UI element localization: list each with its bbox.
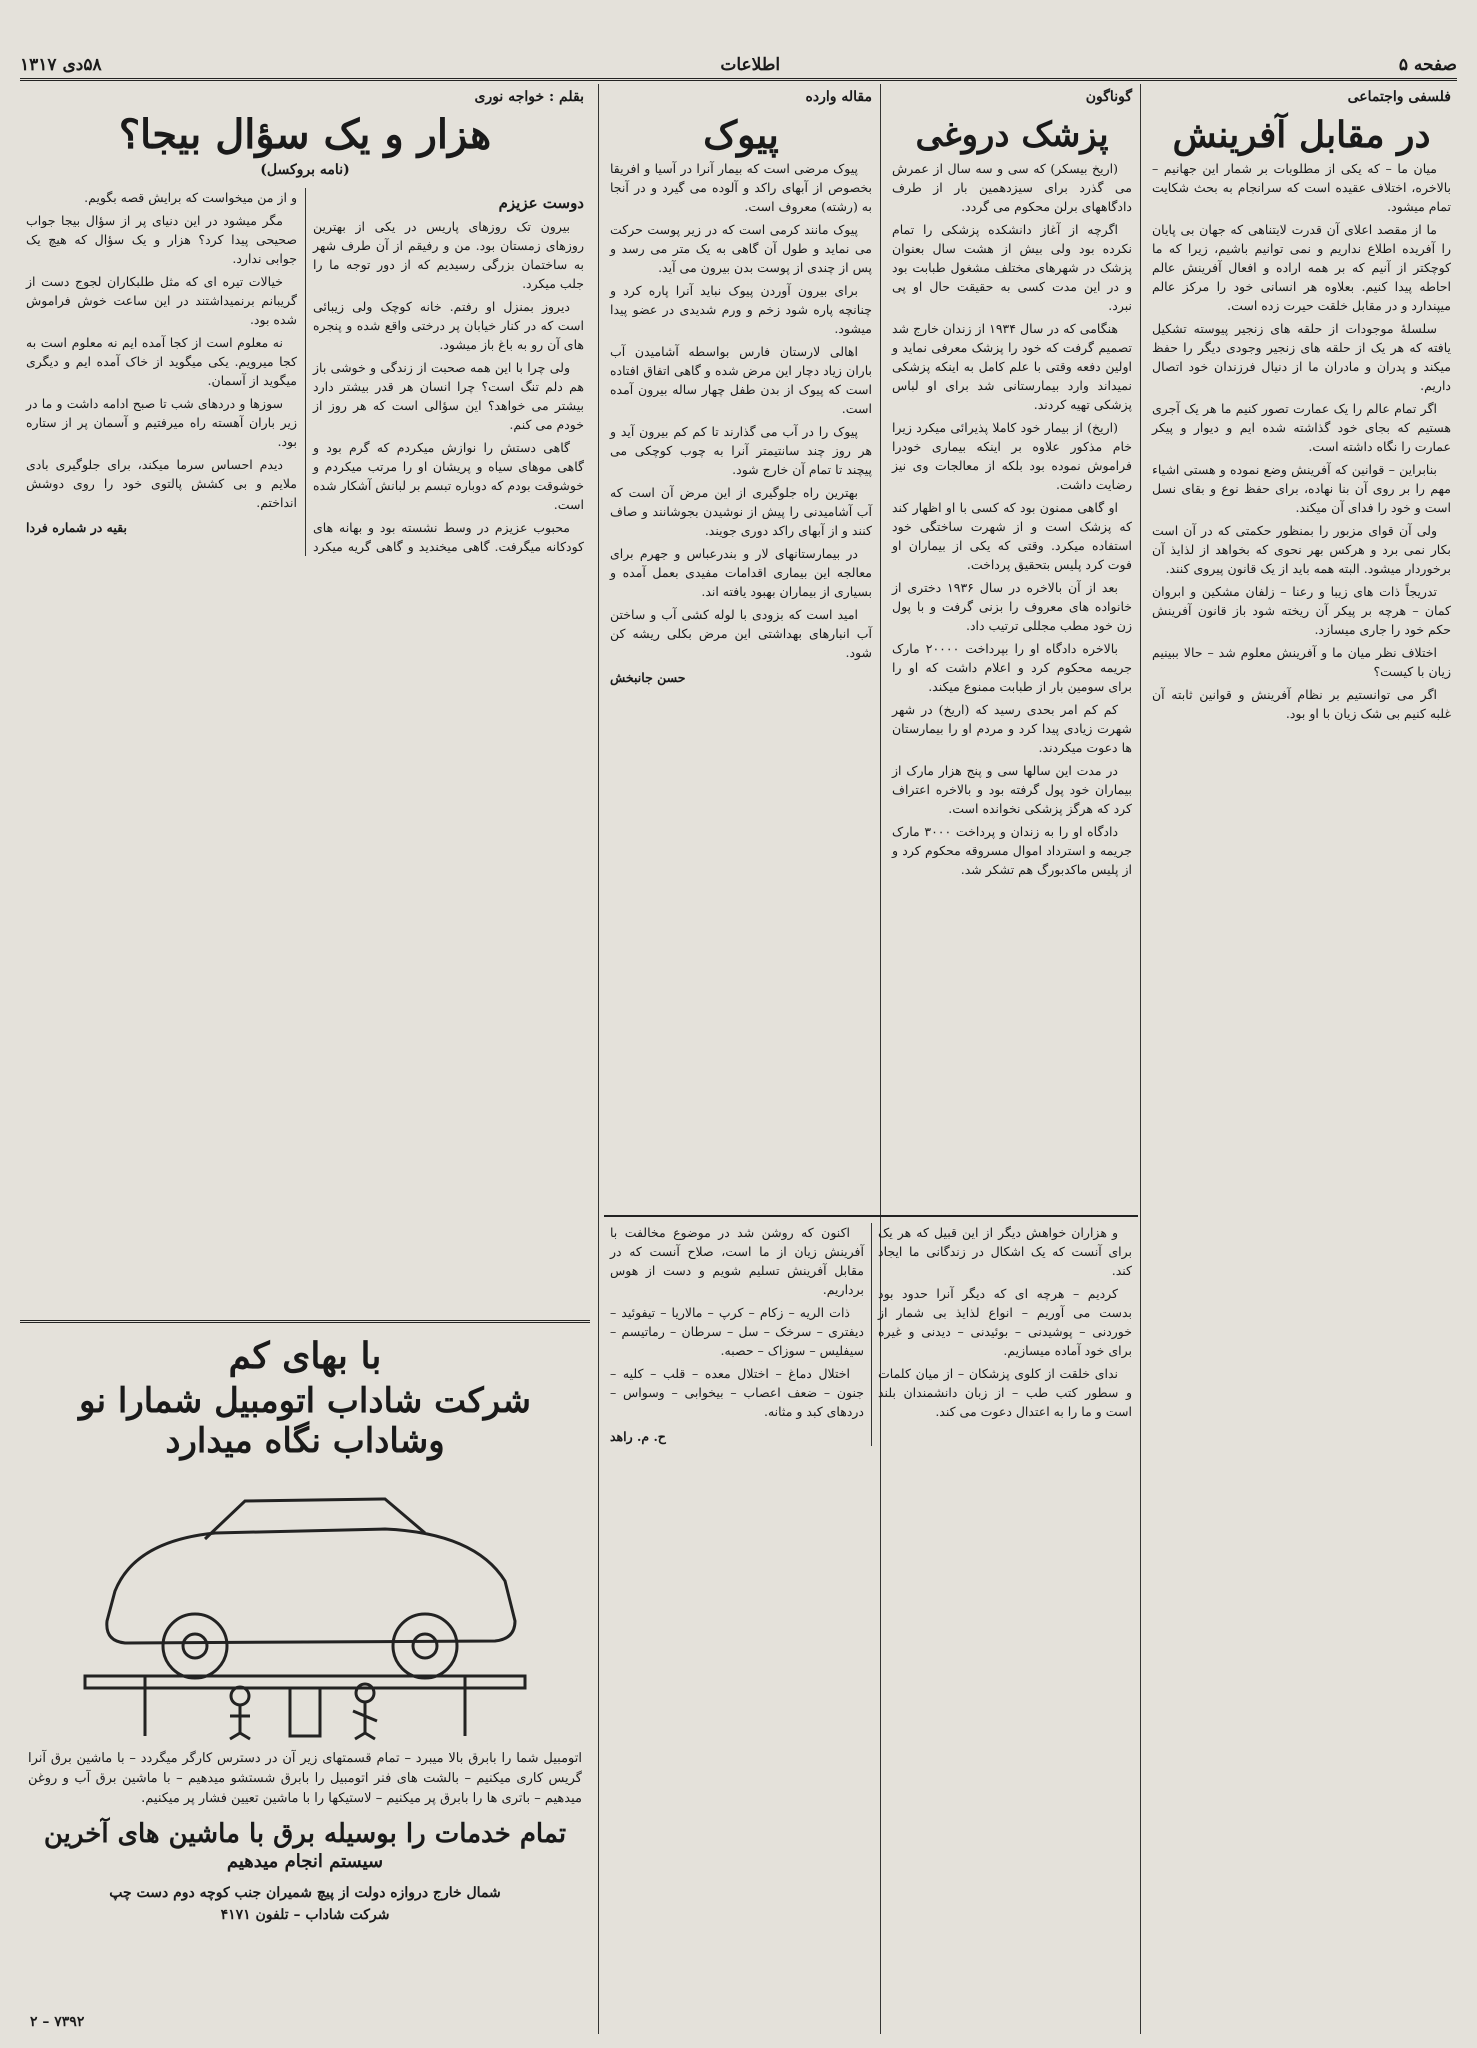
issue-date: ۵۸دی ۱۳۱۷ [20,55,102,75]
paragraph: اگر تمام عالم را یک عمارت تصور کنیم ما هر یک آجری هستیم که بجای خود گذاشته شده ایم و دیوار و پیکر عمارت را نگاه داشته است. [1152,401,1451,454]
paragraph: دادگاه او را به زندان و پرداخت ۳۰۰۰ مارک جریمه و استرداد اموال مسروقه محکوم کرد و از پلیس ماکدبورگ هم تشکر شد. [892,824,1132,877]
paragraph: نه معلوم است از کجا آمده ایم نه معلوم است به کجا میرویم. یکی میگوید از خاک آمده ایم و دیگری میگوید از آسمان. [26,335,297,388]
article-subheadline: (نامه بروکسل) [260,162,350,178]
ad-services-2: سیستم انجام میدهیم [226,1851,384,1872]
paragraph: بعد از آن بالاخره در سال ۱۹۳۶ دختری از خانواده های معروف را بزنی گرفت و با پول زن خود مطب مجللی ترتیب داد. [892,580,1132,633]
paragraph: اگر می توانستیم بر نظام آفرینش و قوانین ثابته آن غلبه کنیم بی شک زیان با او بود. [1152,687,1451,721]
ad-title: با بهای کم [228,1335,382,1377]
ad-address: شمال خارج دروازه دولت از پیچ شمیران جنب کوچه دوم دست چپ [109,1885,501,1901]
paragraph: بنابراین – قوانین که آفرینش وضع نموده و هستی اشیاء مهم را بر روی آن بنا نهاده، برای حفظ نوع و بقای نسل است و خود را فدای آن میکند. [1152,462,1451,515]
paragraph: مگر میشود در این دنیای پر از سؤال بیجا جواب صحیحی پیدا کرد؟ هزار و یک سؤال که هیچ یک جوابی ندارد. [26,213,297,266]
page-number: صفحه ۵ [1398,55,1457,75]
ad-services: تمام خدمات را بوسیله برق با ماشین های آخرین [43,1819,567,1849]
paragraph: محبوب عزیزم در وسط نشسته بود و بهانه های کودکانه میگرفت. گاهی میخندید و گاهی گریه میکرد و از من میخواست که برایش قصه بگویم. [84,190,584,554]
paragraph: در بیمارستانهای لار و بندرعباس و جهرم برای معالجه این بیماری اقدامات مفیدی بعمل آمده و بسیاری از بیماران بهبود یافته اند. [610,546,872,599]
paragraph: برای بیرون آوردن پیوک نباید آنرا پاره کرد و چنانچه پاره شود زخم و ورم شدیدی در عضو پیدا میشود. [610,283,872,336]
ad-tagline: شرکت شاداب اتومبیل شمارا نو وشاداب نگاه میدارد [79,1381,531,1461]
paragraph: سلسلهٔ موجودات از حلقه های زنجیر پیوسته تشکیل یافته که هر یک از حلقه های زنجیر وجودی دیگر را حفظ میکند و پدران و مادران ما از دنیال فرزندان خود اتصال داریم. [1152,321,1451,393]
masthead [20,52,1457,81]
paragraph: سوزها و دردهای شب تا صبح ادامه داشت و ما در زیر باران آهسته راه میرفتیم و آسمان پر از ستاره بود. [26,396,297,449]
article-body [26,188,584,556]
ad-body: اتومبیل شما را بابرق بالا میبرد – تمام قسمتهای زیر آن در دسترس کارگر میگردد – با ماشین برق آنرا گریس کاری میکنیم – بالشت های فنر اتومبیل را بابرق شستشو میدهیم – با ماشین برق آب و روغن میدهیم – باتری ها را بابرق پر میکنیم – لاستیکها را با ماشین تعیین فشار پر میکنیم. [28,1751,582,1806]
paragraph: اهالی لارستان فارس بواسطه آشامیدن آب باران زیاد دچار این مرض شده و گاهی اتفاق افتاده است که پیوک از بدن طفل چهار ساله بیرون آمده است. [610,344,872,416]
paragraph: بهترین راه جلوگیری از این مرض آن است که آب آشامیدنی را پیش از نوشیدن بجوشانند و صاف کنند و از آبهای راکد دوری جویند. [610,485,872,538]
paragraph: بیرون تک روزهای پاریس در یکی از بهترین روزهای زمستان بود. من و رفیقم از آن طرف شهر به ساختمان بزرگی رسیدیم که از دور توجه ما را جلب میکرد. [313,219,584,291]
paragraph: ولی چرا با این همه صحبت از زندگی و خوشی باز هم دلم تنگ است؟ چرا انسان هر قدر بیشتر دارد بیشتر می خواهد؟ این سؤالی است که هر روز از خودم می کنم. [313,360,584,432]
ad-code: ۲ – ۷۳۹۲ [30,2014,85,2030]
paragraph: پیوک مانند کرمی است که در زیر پوست حرکت می نماید و طول آن گاهی به یک متر می رسد و پس از چندی از پوست بدن بیرون می آید. [610,222,872,275]
paragraph: امید است که بزودی با لوله کشی آب و ساختن آب انبارهای بهداشتی این مرض بکلی ریشه کن شود. [610,607,872,660]
article-headline: در مقابل آفرینش [1172,114,1431,156]
paragraph: بالاخره دادگاه او را بپرداخت ۲۰۰۰۰ مارک جریمه محکوم کرد و اعلام داشت که او را برای سومین بار از طبابت ممنوع میکند. [892,641,1132,694]
paragraph: هنگامی که در سال ۱۹۳۴ از زندان خارج شد تصمیم گرفت که خود را پزشک معرفی نماید و اولین دفعه وقتی با علم کامل به اینکه پزشکی نمیداند وارد بیمارستانی شد برای او لباس پزشکی تهیه کردند. [892,321,1132,412]
paragraph: ولی آن قوای مزبور را بمنظور حکمتی که در آن است بکار نمی برد و هرکس بهر نحوی که بخواهد از لذایذ آن برخوردار میشود. البته همه باید از یک قانون پیروی کنند. [1152,523,1451,576]
paragraph: (اریخ) از بیمار خود کاملا پذیرائی میکرد زیرا خام مذکور علاوه بر اینکه بیماری خودرا فراموش نموده بود بلکه از معالجات وی نیز رضایت داشت. [892,420,1132,492]
salutation: دوست عزیزم [498,194,584,212]
article-kicker: مقاله وارده [805,89,872,105]
article-byline: بقلم : خواجه نوری [474,89,584,105]
column-rule [1140,84,1141,2034]
paragraph: اختلاف نظر میان ما و آفرینش معلوم شد – حالا ببینیم زیان با کیست؟ [1152,645,1451,679]
paragraph: میان ما – که یکی از مطلوبات بر شمار این جهانیم – بالاخره، اختلاف عقیده است که سرانجام به بحث شکایت تمام میشود. [1152,161,1451,214]
author-signature: حسن جانبخش [610,670,686,685]
paragraph: ندای خلقت از کلوی پزشکان – از میان کلمات و سطور کتب طب – از زبان دانشمندان بلند است و ما را به اعتدال دعوت می کند. [878,1366,1132,1419]
paragraph: او گاهی ممنون بود که کسی با او اظهار کند که پزشک است و از شهرت ساختگی خود استفاده میکرد. وقتی که یکی از بیماران او فوت کرد پلیس بتحقیق پرداخت. [892,500,1132,572]
advertisement-shadab [20,1320,590,2030]
paragraph: خیالات تیره ای که مثل طلبکاران لجوج دست از گریبانم برنمیداشتند در این ساعت خوش فراموش شده بود. [26,274,297,327]
article-kicker: گوناگون [1085,89,1132,105]
paragraph: پیوک را در آب می گذارند تا کم کم بیرون آید و هر روز چند سانتیمتر آنرا به چوب کوچکی می پیچند تا تمام آن خارج شود. [610,424,872,477]
article-pivok [604,88,878,1208]
paragraph: پیوک مرضی است که بیمار آنرا در آسیا و افریقا بخصوص از آبهای راکد و آلوده می گیرد و در آنجا به (رشته) معروف است. [610,161,872,214]
car-lift-illustration [45,1471,565,1741]
paragraph: دیدم احساس سرما میکند، برای جلوگیری بادی ملایم و بی کشش پالتوی خود را روی دوشش انداختم. [26,457,297,510]
paragraph: ما از مقصد اعلای آن قدرت لایتناهی که جهان بی پایان را آفریده اطلاع نداریم و نمی توانیم باشیم، زیرا که ما کوچکتر از آنیم که بر همه اراده و افعال آفرینش عالم احاطه پیدا کنیم. بعلاوه هر انسانی خود را مرکز عالم میپندارد و در مقابل خلقت حیرت زده است. [1152,222,1451,313]
article-body [892,159,1132,879]
paragraph: کردیم – هرچه ای که دیگر آنرا حدود بود بدست می آوریم – انواع لذایذ بی شمار از خوردنی – پوشیدنی – بوئیدنی – دیدنی و غیره برای خود آماده میسازیم. [878,1286,1132,1358]
column-rule [598,84,599,2034]
article-body [610,159,872,687]
paragraph: ذات الریه – زکام – کرپ – مالاریا – تیفوئید – دیفتری – سرخک – سل – سرطان – رماتیسم – سیفلیس – سوزاک – حصبه. [610,1305,864,1358]
article-headline: پیوک [703,112,779,157]
paragraph: (اریخ بیسکر) که سی و سه سال از عمرش می گذرد برای سیزدهمین بار از طرف دادگاههای برلن محکوم می گردد. [892,161,1132,214]
paragraph: اگرچه از آغاز دانشکده پزشکی را تمام نکرده بود ولی بیش از هشت سال بعنوان پزشک در شهرهای مختلف مشغول طبابت بود و در این مدت کسی به حقیقت حال او پی نبرد. [892,222,1132,313]
article-creation-continued [604,1215,1138,2025]
ad-company-phone: شرکت شاداب – تلفون ۴۱۷۱ [220,1907,390,1923]
paragraph: تدریجاً ذات های زیبا و رعنا – زلفان مشکین و ابروان کمان – هرچه بر پیکر آن ریخته شود باز قانون آفرینش حکم خود را جاری میسازد. [1152,584,1451,637]
article-kicker: فلسفی واجتماعی [1347,89,1451,105]
paragraph: در مدت این سالها سی و پنج هزار مارک از بیماران خود پول گرفته بود و بالاخره اعتراف کرد که هرگز پزشکی نخوانده است. [892,763,1132,816]
paragraph: دیروز بمنزل او رفتم. خانه کوچک ولی زیبائی است که در کنار خیابان پر درختی واقع شده و پنجره های آن رو به باغ باز میشود. [313,299,584,352]
article-headline: هزار و یک سؤال بیجا؟ [118,111,492,158]
paragraph: کم کم امر بحدی رسید که (اریخ) در شهر شهرت زیادی پیدا کرد و مردم او را بیمارستان ها دعوت میکردند. [892,702,1132,755]
newspaper-name: اطلاعات [720,55,781,75]
continued-body [610,1223,1132,1446]
paragraph: اکنون که روشن شد در موضوع مخالفت با آفرینش زیان از ما است، صلاح آنست که در مقابل آفرینش تسلیم شویم و دست از هوس برداریم. [610,1225,864,1297]
paragraph: گاهی دستش را نوازش میکردم که گرم بود و گاهی موهای سیاه و پریشان او را مرتب میکردم و خوشوقت بودم که دوباره تبسم بر لبانش آشکار شده است. [313,440,584,512]
article-body [1152,159,1451,723]
paragraph: و هزاران خواهش دیگر از این قبیل که هر یک برای آنست که یک اشکال در زندگانی ما ایجاد کند. [878,1225,1132,1278]
article-questions [20,88,590,1313]
article-headline: پزشک دروغی [915,115,1109,155]
article-creation [1146,88,1457,2028]
paragraph: اختلال دماغ – اختلال معده – قلب – کلیه – جنون – ضعف اعصاب – بیخوابی – وسواس – دردهای کبد و مثانه. [610,1366,864,1419]
author-signature: ح. م. راهد [610,1429,666,1444]
article-fake-doctor [886,88,1138,1208]
continued-note: بقیه در شماره فردا [26,520,127,535]
